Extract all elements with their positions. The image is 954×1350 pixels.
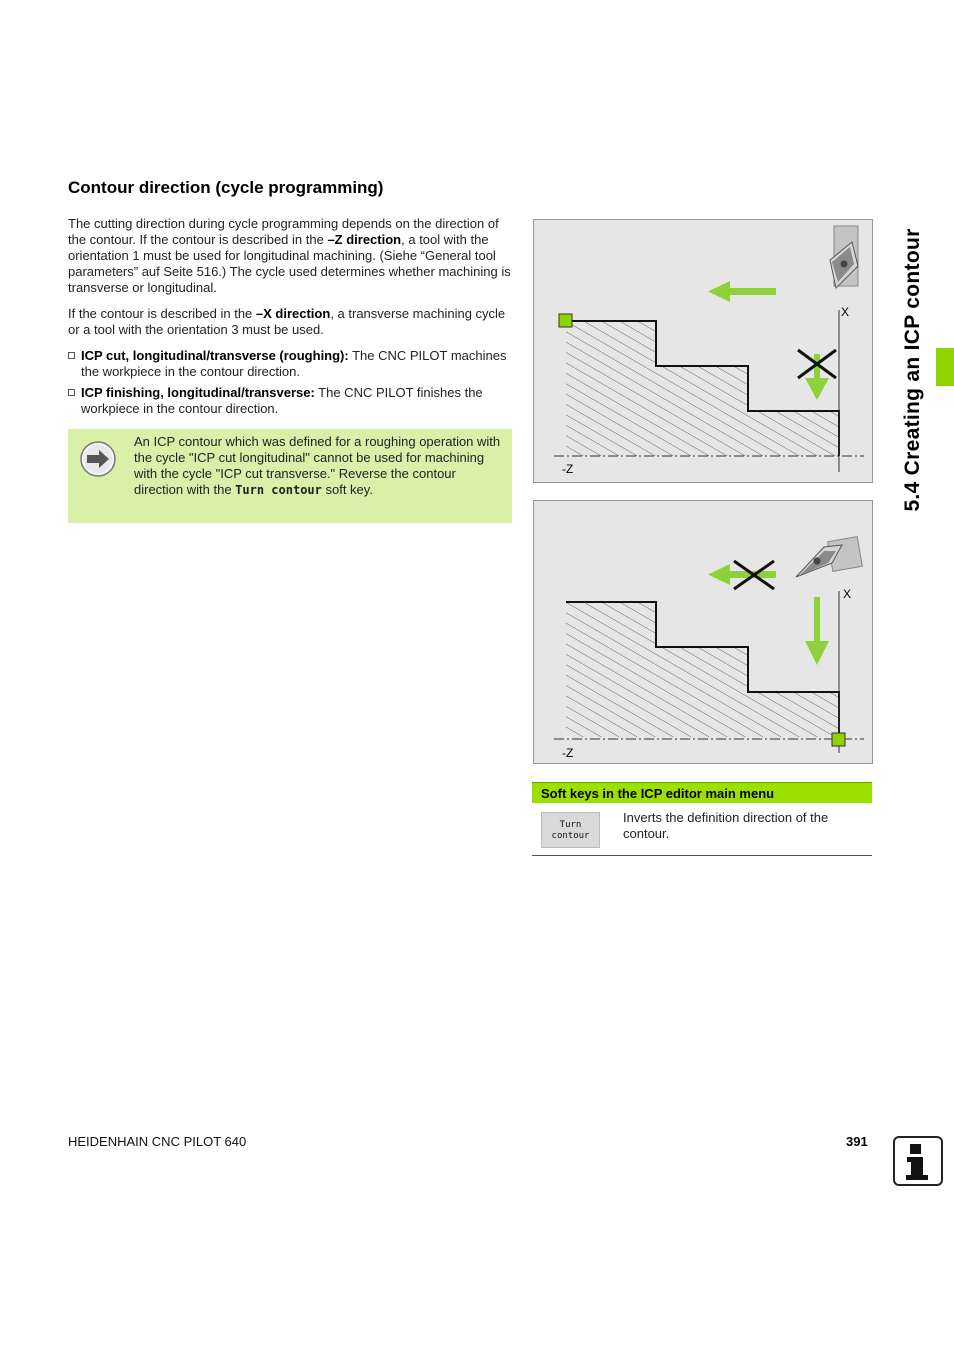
figure-z-direction [533, 219, 873, 483]
x-axis-label: X [843, 587, 852, 601]
z-axis-label: -Z [562, 746, 574, 760]
softkey-label-line: contour [551, 831, 590, 841]
softkey-label-line: Turn [559, 820, 582, 830]
paragraph-x-direction [68, 306, 512, 338]
bullet-text: The CNC PILOT machines the workpiece in the contour direction. [81, 348, 507, 379]
chapter-side-title-text: 5.4 Creating an ICP contour [901, 228, 924, 512]
tool-insert-icon [796, 537, 862, 577]
arrow-left-icon [708, 281, 776, 302]
bullet-item [68, 385, 512, 417]
workpiece-hatch [566, 321, 839, 456]
para2-bold: –X direction [255, 306, 331, 321]
chapter-side-title [893, 228, 933, 512]
para1-text-a: The cutting direction during cycle programming depends on the direction of the contour. If the contour is described in the [68, 216, 499, 247]
note-text [134, 434, 504, 498]
note-text-a: An ICP contour which was defined for a roughing operation with the cycle "ICP cut longitudinal" cannot be used for machining with the cycle "ICP cut transverse." Reverse the contour direction with the [134, 434, 501, 497]
start-point-marker [832, 733, 845, 746]
tool-insert-icon [830, 226, 858, 288]
bullet-bold: ICP cut, longitudinal/transverse (roughing): [81, 348, 349, 363]
workpiece-hatch [566, 602, 839, 737]
chapter-tab-marker [936, 348, 954, 386]
turn-contour-softkey[interactable] [541, 812, 600, 848]
bullet-item [68, 348, 512, 380]
arrow-down-icon [805, 597, 829, 665]
bullet-text: The CNC PILOT finishes the workpiece in the contour direction. [81, 385, 483, 416]
note-softkey-name: Turn contour [235, 483, 322, 497]
para1-bold: –Z direction [327, 232, 402, 247]
arrow-right-icon [80, 441, 116, 477]
softkey-description: Inverts the definition direction of the contour. [623, 810, 829, 841]
softkey-table-header: Soft keys in the ICP editor main menu [532, 782, 872, 803]
note-box [68, 429, 512, 523]
paragraph-z-direction [68, 216, 512, 296]
table-divider [532, 855, 872, 856]
para1-text-b: , a tool with the orientation 1 must be used for longitudinal machining. (Siehe “General tool parameters” auf Seite 516.) The cycle used determines whether machining is transverse or longitudinal. [68, 232, 511, 295]
para2-text-b: , a transverse machining cycle or a tool with the orientation 3 must be used. [68, 306, 506, 337]
figure-x-direction [533, 500, 873, 764]
footer-product-name: HEIDENHAIN CNC PILOT 640 [68, 1134, 247, 1149]
para2-text-a: If the contour is described in the [68, 306, 256, 321]
bullet-square-icon [68, 389, 75, 396]
note-text-b: soft key. [321, 482, 373, 497]
contour-diagram [534, 220, 872, 482]
start-point-marker [559, 314, 572, 327]
z-axis-label: -Z [562, 462, 574, 476]
bullet-square-icon [68, 352, 75, 359]
page-number: 391 [846, 1134, 868, 1149]
section-title: Contour direction (cycle programming) [68, 178, 384, 197]
info-icon [893, 1136, 943, 1186]
contour-diagram [534, 501, 872, 763]
arrow-down-icon [805, 354, 829, 400]
bullet-bold: ICP finishing, longitudinal/transverse: [81, 385, 315, 400]
x-axis-label: X [841, 305, 850, 319]
